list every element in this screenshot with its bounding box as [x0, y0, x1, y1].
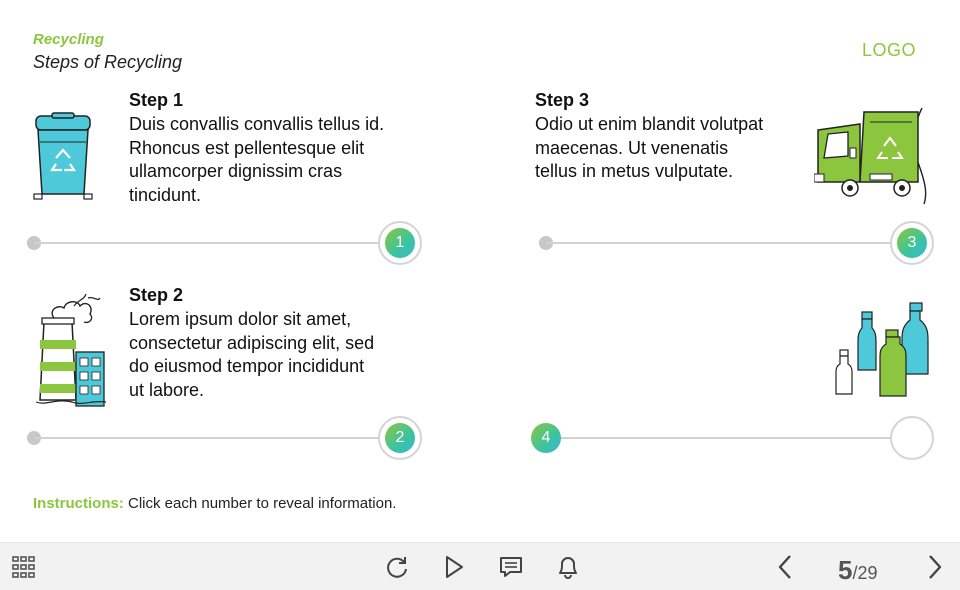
- instructions: [33, 495, 396, 512]
- step-4-end-marker[interactable]: [890, 416, 934, 460]
- total-pages: /29: [852, 563, 878, 583]
- step-1-text: Duis convallis convallis tellus id. Rhoncus est pellentesque elit ullamcorper dignissim cras tincidunt.: [129, 114, 385, 205]
- current-page: 5: [838, 555, 853, 585]
- course-title: Recycling: [33, 31, 104, 48]
- step-3-track: [546, 242, 894, 244]
- bell-icon[interactable]: [554, 553, 582, 581]
- player-toolbar: [0, 542, 960, 590]
- course-subtitle: Steps of Recycling: [33, 52, 183, 72]
- step-1-number-button[interactable]: 1: [385, 228, 415, 258]
- step-4-number-button[interactable]: 4: [531, 423, 561, 453]
- step-2-number-button[interactable]: 2: [385, 423, 415, 453]
- factory-icon: [34, 288, 108, 410]
- replay-icon[interactable]: [383, 553, 411, 581]
- step-3-marker[interactable]: [890, 221, 934, 265]
- step-3-heading: Step 3: [535, 90, 590, 110]
- page-counter: [838, 555, 878, 586]
- plastic-bottles-icon: [832, 300, 932, 400]
- instructions-text: Click each number to reveal information.: [128, 495, 397, 512]
- step-3-number-button[interactable]: 3: [897, 228, 927, 258]
- instructions-label: Instructions:: [33, 495, 124, 512]
- step-3-text: Odio ut enim blandit volutpat maecenas. Ut venenatis tellus in metus vulputate.: [535, 114, 764, 181]
- grid-menu-icon[interactable]: [10, 553, 38, 581]
- recycling-truck-icon: [814, 104, 934, 208]
- step-2-text: Lorem ipsum dolor sit amet, consectetur adipiscing elit, sed do eiusmod tempor incididunt ut labore.: [129, 309, 375, 400]
- notes-icon[interactable]: [497, 553, 525, 581]
- play-icon[interactable]: [440, 553, 468, 581]
- logo: LOGO: [862, 40, 917, 60]
- step-1-track: [34, 242, 382, 244]
- step-2-marker[interactable]: [378, 416, 422, 460]
- step-2-track: [34, 437, 382, 439]
- recycle-bin-icon: [30, 112, 96, 202]
- step-2-heading: Step 2: [129, 285, 184, 305]
- step-4-track: [561, 437, 894, 439]
- step-1-marker[interactable]: [378, 221, 422, 265]
- chevron-right-icon[interactable]: [920, 553, 948, 581]
- step-1-heading: Step 1: [129, 90, 184, 110]
- chevron-left-icon[interactable]: [772, 553, 800, 581]
